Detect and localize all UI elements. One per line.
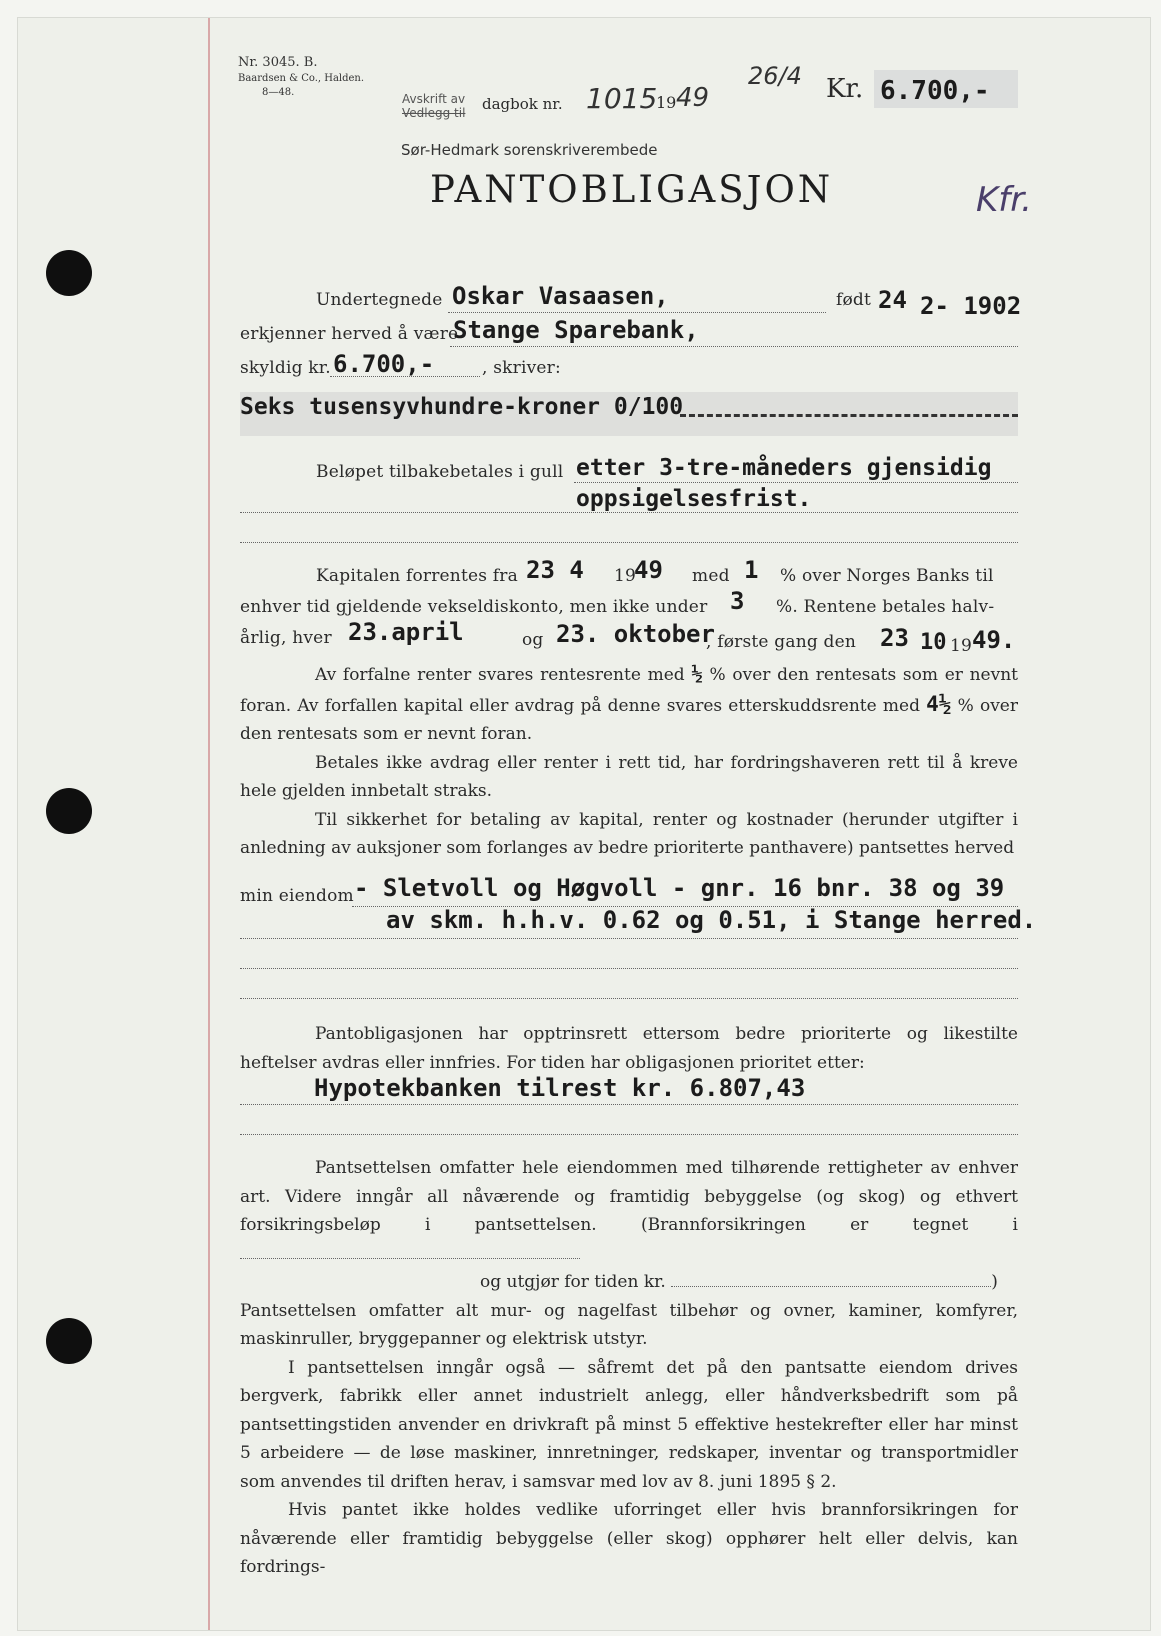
punch-hole-top [46, 250, 92, 296]
interest-halfyear-label: %. Rentene betales halv- [776, 597, 995, 617]
property-label: min eiendom [240, 886, 354, 906]
penalty-pct: ½ [691, 663, 703, 685]
born-day: 24 [878, 286, 907, 314]
date-handwritten: 26/4 [748, 62, 802, 90]
print-date: 8—48. [262, 87, 295, 98]
penalty-paragraph: Av forfalne renter svares rentesrente med ½ % over den rentesats som er nevnt foran. Av forfallen kapital eller avdrag på denne svares etterskuddsrente med 4½ % over den rentesats som er nevnt foran. Betales ikke avdrag eller renter i rett tid, har fordringshaveren rett til å kreve hele gjelden innbetalt straks. Til sikkerhet for betaling av kapital, renter og kostnader (herunder utgifter i anledning av auksjoner som forlanges av bedre prioriterte panthavere) pantsettes herved [240, 660, 1018, 863]
default-paragraph: Betales ikke avdrag eller renter i rett tid, har fordringshaveren rett til å kreve hele gjelden innbetalt straks. [240, 752, 1018, 801]
interest-min-pct: 3 [730, 587, 745, 615]
scope-paragraph: Pantsettelsen omfatter hele eiendommen med tilhørende rettigheter av enhver art. Videre inngår all nåværende og framtidig bebyggelse (og skog) og ethvert forsikringsbeløp i pantsettelsen. (Brannforsikringen er tegnet i og utgjør for tiden kr. ) Pantsettelsen omfatter alt mur- og nagelfast tilbehør og ovner, kaminer, komfyrer, maskinruller, bryggepanner og elektrisk utstyr. I pantsettelsen inngår også — såfremt det på den pantsatte eiendom drives bergverk, fabrikk eller annet industrielt anlegg, eller håndverksbedrift som på pantsettingstiden anvender en drivkraft på minst 5 effektive hestekrefter eller har minst 5 arbeidere — de løse maskiner, innretninger, redskaper, inventar og transportmidler som anvendes til driften herav, i samsvar med lov av 8. juni 1895 § 2. Hvis pantet ikke holdes vedlike uforringet eller hvis brannforsikringen for nåværende eller framtidig bebyggelse (eller skog) opphører helt eller delvis, kan fordrings- [240, 1154, 1018, 1582]
dagbok-number: 1015 [586, 82, 658, 115]
maintenance-paragraph: Hvis pantet ikke holdes vedlike uforringet eller hvis brannforsikringen for nåværende eller framtidig bebyggelse (eller skog) opphører helt eller delvis, kan fordrings- [240, 1500, 1018, 1577]
interest-from-date: 23 4 [526, 556, 584, 584]
initials: Kfr. [976, 180, 1032, 220]
interest-year: 49 [634, 556, 663, 584]
writes-label: , skriver: [482, 358, 561, 378]
interest-date-1: 23.april [348, 618, 464, 646]
interest-first-label: , første gang den [706, 632, 857, 652]
interest-first-month: 10 [920, 630, 947, 655]
repayment-label: Beløpet tilbakebetales i gull [316, 462, 564, 482]
debtor-name: Oskar Vasaasen, [452, 282, 669, 310]
security-paragraph: Til sikkerhet for betaling av kapital, renter og kostnader (herunder utgifter i anledning av auksjoner som forlanges av bedre prioriterte panthavere) pantsettes herved [240, 809, 1018, 858]
interest-annual-label: årlig, hver [240, 628, 332, 648]
priority-paragraph: Pantobligasjonen har opptrinsrett ettersom bedre prioriterte og likestilte heftelser avdras eller innfries. For tiden har obligasjonen prioritet etter: [240, 1024, 1018, 1073]
undertegnede-label: Undertegnede [316, 290, 443, 310]
document-title: PANTOBLIGASJON [430, 168, 834, 211]
interest-first-year-prefix: 19 [950, 636, 973, 656]
interest-first-year: 49. [972, 626, 1016, 654]
priority-entry: Hypotekbanken tilrest kr. 6.807,43 [314, 1074, 806, 1102]
amount-words: Seks tusensyvhundre-kroner 0/100 [240, 394, 684, 420]
interest-year-prefix: 19 [614, 566, 637, 586]
form-number: Nr. 3045. B. [238, 55, 318, 70]
kr-label: Kr. [826, 74, 864, 104]
kr-amount: 6.700,- [880, 76, 990, 106]
repayment-line-1: etter 3-tre-måneders gjensidig [576, 455, 992, 481]
property-line-1: - Sletvoll og Høgvoll - gnr. 16 bnr. 38 og 39 [354, 874, 1005, 902]
amount-words-fill-line [680, 414, 1018, 417]
year-prefix: 19 [656, 93, 677, 112]
property-line-2: av skm. h.h.v. 0.62 og 0.51, i Stange herred. [386, 906, 1037, 934]
interest-norges-bank: % over Norges Banks til [780, 566, 994, 586]
interest-with-label: med [692, 566, 730, 586]
late-pct: 4½ [926, 691, 952, 716]
interest-min-label: enhver tid gjeldende vekseldiskonto, men ikke under [240, 597, 708, 617]
margin-line [208, 18, 210, 1630]
punch-hole-middle [46, 788, 92, 834]
dagbok-label: dagbok nr. [482, 95, 563, 113]
industrial-paragraph: I pantsettelsen inngår også — såfremt det på den pantsatte eiendom drives bergverk, fabrikk eller annet industrielt anlegg, eller håndverksbedrift som på pantsettingstiden anvender en drivkraft på minst 5 effektive hestekrefter eller har minst 5 arbeidere — de løse maskiner, innretninger, redskaper, inventar og transportmidler som anvendes til driften herav, i samsvar med lov av 8. juni 1895 § 2. [240, 1357, 1018, 1492]
office-stamp: Sør-Hedmark sorenskriverembede [401, 141, 658, 159]
year-suffix: 49 [676, 83, 710, 113]
fixtures-paragraph: Pantsettelsen omfatter alt mur- og nagelfast tilbehør og ovner, kaminer, komfyrer, maskinruller, bryggepanner og elektrisk utstyr. [240, 1300, 1018, 1349]
interest-pct: 1 [744, 556, 759, 584]
owing-label: skyldig kr. [240, 358, 331, 378]
printer-name: Baardsen & Co., Halden. [238, 73, 365, 84]
interest-date-2: 23. oktober [556, 620, 715, 648]
born-label: født [836, 290, 872, 310]
copy-label: Avskrift av [402, 92, 466, 106]
interest-from-label: Kapitalen forrentes fra [316, 566, 518, 586]
acknowledges-label: erkjenner herved å være [240, 324, 459, 344]
punch-hole-bottom [46, 1318, 92, 1364]
creditor-name: Stange Sparebank, [453, 316, 699, 344]
owing-amount: 6.700,- [333, 350, 435, 378]
attachment-label: Vedlegg til [402, 106, 466, 120]
repayment-line-2: oppsigelsesfrist. [576, 486, 812, 512]
born-rest: 2- 1902 [920, 292, 1022, 320]
interest-and-label: og [522, 630, 544, 650]
interest-first-day: 23 [880, 624, 909, 652]
